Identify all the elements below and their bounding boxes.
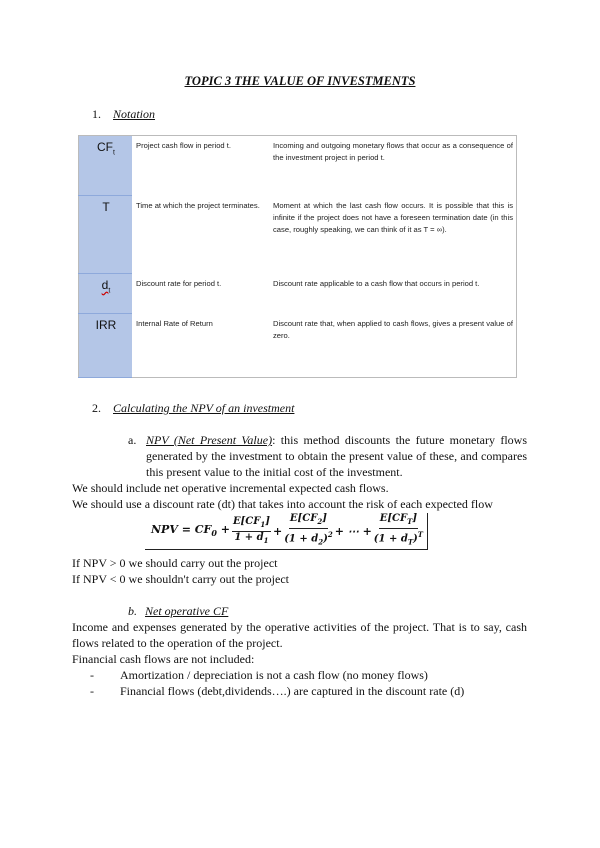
formula-lhs: NPV = CF	[151, 523, 212, 537]
npv-definition	[146, 432, 527, 480]
npv-description: : this method discounts the future monetary flows generated by the investment to obtain the present value of these, and compares this present value to the initial cost of the investment.	[146, 433, 527, 479]
bullet-item: - Amortization / depreciation is not a cash flow (no money flows)	[90, 668, 428, 682]
description-cell: Incoming and outgoing monetary flows that occur as a consequence of the investment project in period t.	[273, 141, 513, 162]
definition-cell: Discount rate for period t.	[136, 278, 222, 288]
notation-row	[79, 274, 517, 314]
formula-fraction: $\frac{E[CF_T]}{(1 + d_T)^T}$	[373, 513, 423, 547]
symbol-cell: IRR	[79, 314, 133, 378]
definition-cell: Project cash flow in period t.	[136, 141, 231, 150]
text-line: If NPV < 0 we shouldn't carry out the project	[72, 572, 289, 586]
npv-term: NPV (Net Present Value)	[146, 433, 273, 447]
section-heading-notation	[92, 107, 155, 122]
notation-table	[78, 135, 517, 378]
npv-formula: NPV = $CF_0$ + $\frac{E[CF_1]}{1 + d_1}$ + $\frac{E[CF_2]}{(1 + d_2)^2}$ + ⋯ + $\frac{E[CF_T]}{(1 + d_T)^T}$	[145, 513, 428, 550]
notation-row	[79, 196, 517, 274]
description-cell: Moment at which the last cash flow occurs. It is possible that this is infinite if the project does not have a foreseen termination date (in this case, roughly speaking, we can think of it as T = ∞).	[273, 200, 513, 234]
definition-cell: Time at which the project terminates.	[136, 200, 260, 210]
symbol-cell: $d_t$	[79, 274, 133, 314]
formula-fraction: $\frac{E[CF_1]}{1 + d_1}$	[232, 515, 270, 545]
definition-cell: Internal Rate of Return	[136, 318, 213, 328]
text-line: If NPV > 0 we should carry out the project	[72, 556, 278, 570]
symbol-cell: $CF_t$	[79, 136, 133, 196]
text-line: We should include net operative incremental expected cash flows.	[72, 481, 389, 495]
section-heading-npv	[92, 401, 294, 416]
subheading-net-operative-cf	[128, 604, 228, 619]
notation-row	[79, 136, 517, 196]
symbol-cell: T	[79, 196, 133, 274]
subheading-label: Net operative CF	[145, 604, 229, 618]
bullet-item: - Financial flows (debt,dividends….) are captured in the discount rate (d)	[90, 684, 465, 698]
formula-fraction: $\frac{E[CF_2]}{(1 + d_2)^2}$	[284, 513, 333, 547]
section-label: Notation	[113, 107, 156, 121]
section-label: Calculating the NPV of an investment	[113, 401, 295, 415]
page-title: TOPIC 3 THE VALUE OF INVESTMENTS	[184, 74, 416, 88]
net-operative-paragraph: Income and expenses generated by the operative activities of the project. That is to say, cash flows related to the operation of the project.	[72, 620, 527, 650]
section-number: 2.	[92, 401, 101, 415]
notation-row	[79, 314, 517, 378]
description-cell: Discount rate that, when applied to cash flows, gives a present value of zero.	[273, 318, 513, 340]
section-number: 1.	[92, 107, 101, 121]
list-marker-a: a.	[128, 433, 137, 447]
list-marker-b: b.	[128, 604, 137, 618]
text-line: We should use a discount rate (dt) that takes into account the risk of each expected flow	[72, 497, 493, 511]
text-line: Financial cash flows are not included:	[72, 652, 255, 666]
formula-ellipsis: + ⋯ +	[334, 524, 372, 538]
description-cell: Discount rate applicable to a cash flow that occurs in period t.	[273, 278, 480, 288]
